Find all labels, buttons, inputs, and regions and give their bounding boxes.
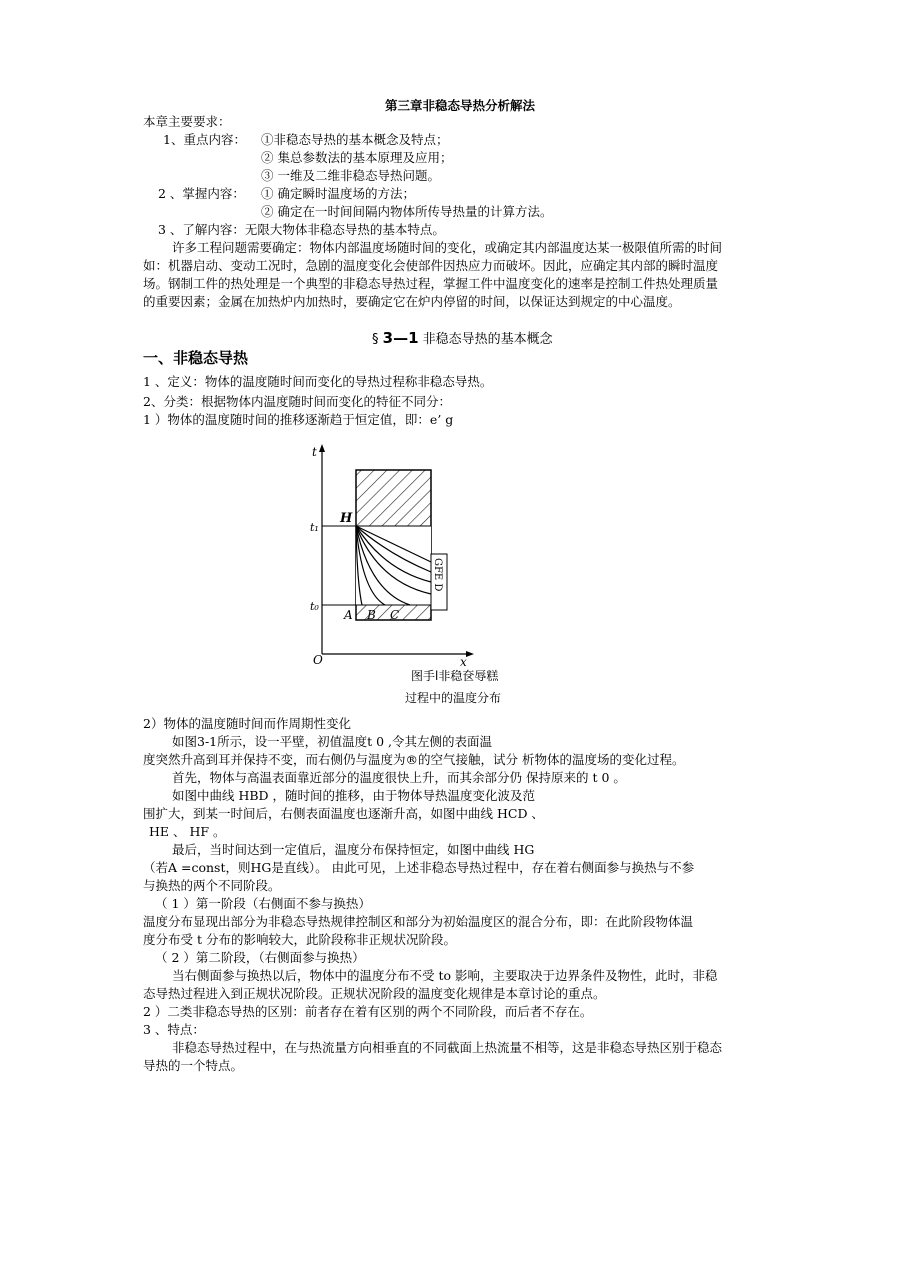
body-line-4: 首先，物体与高温表面靠近部分的温度很快上升，而其余部分仍 保持原来的 t 0 。 bbox=[172, 770, 626, 785]
intro-line-3: 场。钢制工件的热处理是一个典型的非稳态导热过程，掌握工件中温度变化的速率是控制工件热处理质量 bbox=[143, 276, 719, 291]
body-line-9: （若A =const，则HG是直线）。 由此可见，上述非稳态导热过程中，存在着右侧面参与换热与不参 bbox=[143, 860, 695, 875]
body-line-14: （ 2 ）第二阶段，（右侧面参与换热） bbox=[155, 950, 365, 965]
label-c: C bbox=[390, 608, 400, 622]
body-line-12: 温度分布显现出部分为非稳态导热规律控制区和部分为初始温度区的混合分布，即：在此阶段物体温 bbox=[143, 914, 694, 929]
label-h: H bbox=[340, 511, 353, 526]
body-line-8: 最后，当时间达到一定值后，温度分布保持恒定，如图中曲线 HG bbox=[172, 842, 535, 857]
body-line-6: 围扩大，到某一时间后，右侧表面温度也逐渐升高，如图中曲线 HCD 、 bbox=[143, 806, 544, 821]
body-line-11: （ 1 ）第一阶段（右侧面不参与换热） bbox=[155, 896, 371, 911]
body-line-15: 当右侧面参与换热以后，物体中的温度分布不受 to 影响，主要取决于边界条件及物性，此时，非稳 bbox=[172, 968, 718, 983]
section-title: 非稳态导热的基本概念 bbox=[422, 332, 553, 347]
figure-caption-line-1: 图手l非稳奁辱糕 bbox=[411, 669, 499, 683]
label-t-axis: t bbox=[312, 445, 317, 459]
body-line-3: 度突然升高到耳并保持不变，而右侧仍与温度为®的空气接触，试分 析物体的温度场的变化过程。 bbox=[143, 752, 685, 767]
section-heading bbox=[372, 330, 553, 348]
t-axis-arrow bbox=[319, 444, 325, 452]
master-content-label: 2 、掌握内容： bbox=[158, 186, 245, 201]
body-line-13: 度分布受 t 分布的影响较大，此阶段称非正规状况阶段。 bbox=[143, 932, 456, 947]
label-t0: t₀ bbox=[310, 600, 319, 613]
temperature-distribution-figure bbox=[300, 442, 500, 668]
section-prefix: § bbox=[372, 332, 379, 347]
x-axis-arrow bbox=[466, 651, 474, 657]
body-line-16: 态导热过程进入到正规状况阶段。正规状况阶段的温度变化规律是本章讨论的重点。 bbox=[143, 986, 606, 1001]
label-t1: t₁ bbox=[310, 521, 319, 534]
body-line-1: 2）物体的温度随时间而作周期性变化 bbox=[143, 716, 351, 731]
requirements-heading: 本章主要要求： bbox=[143, 114, 231, 129]
body-line-20: 导热的一个特点。 bbox=[143, 1058, 244, 1073]
page-title: 第三章非稳态导热分析解法 bbox=[385, 98, 536, 113]
body-line-17: 2 ）二类非稳态导热的区别：前者存在着有区别的两个不同阶段，而后者不存在。 bbox=[143, 1004, 593, 1019]
label-x-axis: x bbox=[460, 655, 467, 668]
figure-caption-line-2: 过程中的温度分布 bbox=[405, 691, 502, 705]
label-a: A bbox=[344, 608, 353, 622]
master-item-2: ② 确定在一时间间隔内物体所传导热量的计算方法。 bbox=[261, 204, 553, 219]
body-line-19: 非稳态导热过程中，在与热流量方向相垂直的不同截面上热流量不相等，这是非稳态导热区别于稳态 bbox=[172, 1040, 723, 1055]
key-content-label: 1、重点内容： bbox=[163, 132, 246, 147]
classification-line: 2、分类：根据物体内温度随时间而变化的特征不同分： bbox=[143, 394, 451, 409]
key-item-2: ② 集总参数法的基本原理及应用； bbox=[261, 150, 453, 165]
label-origin: O bbox=[313, 653, 323, 667]
intro-line-4: 的重要因素；金属在加热炉内加热时，要确定它在炉内停留的时间，以保证达到规定的中心温度。 bbox=[143, 294, 681, 309]
master-item-1: ① 确定瞬时温度场的方法； bbox=[261, 186, 415, 201]
body-line-2: 如图3-1所示，设一平壁，初值温度t 0 ,令其左侧的表面温 bbox=[172, 734, 493, 749]
definition-line: 1 、定义：物体的温度随时间而变化的导热过程称非稳态导热。 bbox=[143, 374, 493, 389]
key-item-1: ①非稳态导热的基本概念及特点； bbox=[261, 132, 449, 147]
item-1-line: 1 ）物体的温度随时间的推移逐渐趋于恒定值，即：e’ g bbox=[143, 412, 454, 427]
intro-line-1: 许多工程问题需要确定：物体内部温度场随时间的变化，或确定其内部温度达某一极限值所需的时间 bbox=[172, 240, 723, 255]
body-line-5: 如图中曲线 HBD ，随时间的推移，由于物体导热温度变化波及范 bbox=[172, 788, 536, 803]
understand-content: 3 、了解内容：无限大物体非稳态导热的基本特点。 bbox=[158, 222, 445, 237]
body-line-7: HE 、 HF 。 bbox=[149, 824, 226, 839]
section-number: 3—1 bbox=[382, 329, 419, 347]
label-b: B bbox=[367, 608, 376, 622]
heading-unsteady-conduction: 一、非稳态导热 bbox=[143, 349, 249, 367]
key-item-3: ③ 一维及二维非稳态导热问题。 bbox=[261, 168, 440, 183]
body-line-18: 3 、特点： bbox=[143, 1022, 205, 1037]
body-line-10: 与换热的两个不同阶段。 bbox=[143, 878, 281, 893]
intro-line-2: 如：机器启动、变动工况时，急剧的温度变化会使部件因热应力而破坏。因此，应确定其内部的瞬时温度 bbox=[143, 258, 719, 273]
label-gfed: GFE D bbox=[432, 558, 443, 592]
